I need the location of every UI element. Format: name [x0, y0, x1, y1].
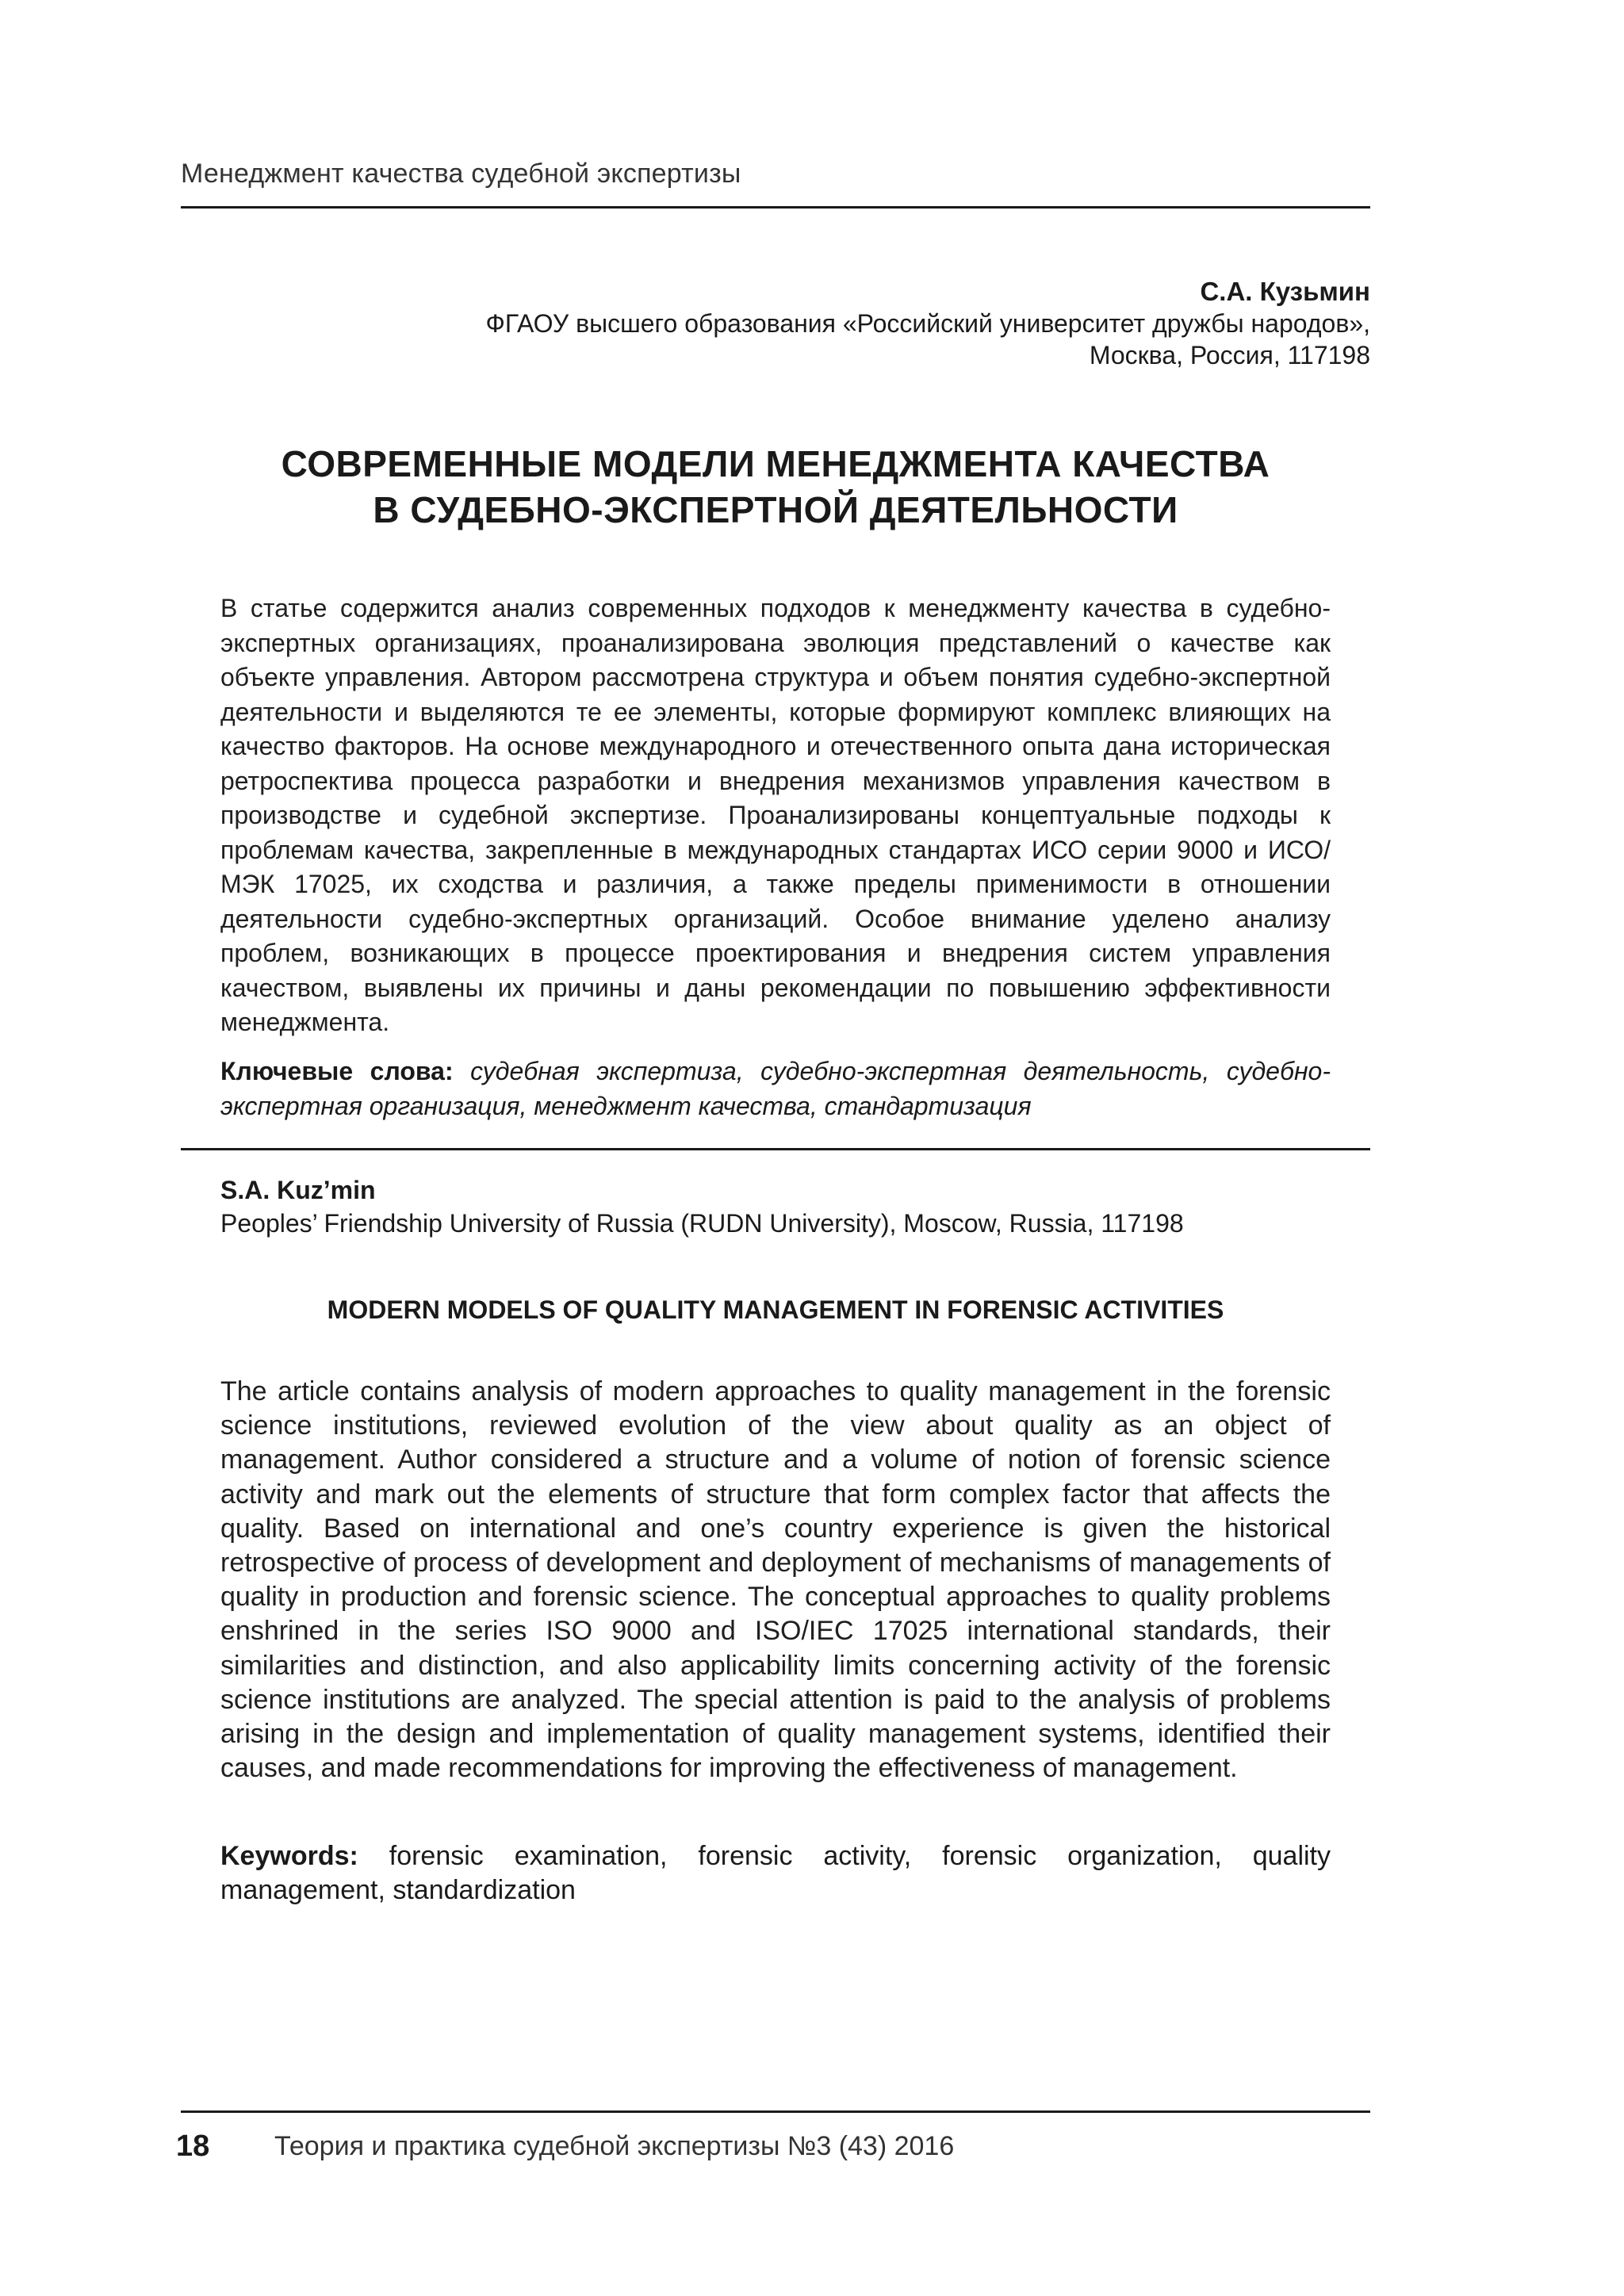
author-affiliation-en: Peoples’ Friendship University of Russia (RUDN University), Moscow, Russia, 117198	[220, 1209, 1184, 1238]
author-block-ru	[486, 276, 1370, 371]
author-name-ru: С.А. Кузьмин	[1200, 277, 1370, 306]
article-title-en: MODERN MODELS OF QUALITY MANAGEMENT IN FORENSIC ACTIVITIES	[327, 1295, 1224, 1324]
keywords-ru-label: Ключевые слова:	[220, 1057, 471, 1085]
keywords-en-text: forensic examination, forensic activity, forensic organization, quality management, standardization	[220, 1841, 1331, 1906]
author-affiliation-ru-line2: Москва, Россия, 117198	[1089, 341, 1370, 369]
page-number: 18	[176, 2130, 210, 2163]
footer-rule	[181, 2110, 1370, 2113]
article-title-ru-line2: В СУДЕБНО-ЭКСПЕРТНОЙ ДЕЯТЕЛЬНОСТИ	[373, 489, 1178, 530]
section-divider-rule	[181, 1148, 1370, 1150]
article-title-ru-line1: СОВРЕМЕННЫЕ МОДЕЛИ МЕНЕДЖМЕНТА КАЧЕСТВА	[281, 443, 1270, 484]
author-block-en	[220, 1173, 1184, 1240]
author-name-en: S.A. Kuz’min	[220, 1176, 376, 1204]
article-title-ru	[181, 441, 1370, 533]
header-rule	[181, 206, 1370, 209]
keywords-ru-text: судебная экспертиза, судебно-экспертная деятельность, судебно-экспертная организация, менеджмент качества, стандартизация	[220, 1057, 1331, 1120]
abstract-en: The article contains analysis of modern approaches to quality management in the forensic science institutions, reviewed evolution of the view about quality as an object of management. Author considered a structure and a volume of notion of forensic science activity and mark out the elements of structure that form complex factor that affects the quality. Based on international and one’s country experience is given the historical retrospective of process of development and deployment of mechanisms of managements of quality in production and forensic science. The conceptual approaches to quality problems enshrined in the series ISO 9000 and ISO/IEC 17025 international standards, their similarities and distinction, and also applicability limits concerning activity of the forensic science institutions are analyzed. The special attention is paid to the analysis of problems arising in the design and implementation of quality management systems, identified their causes, and made recommendations for improving the effectiveness of management.	[220, 1376, 1331, 1784]
keywords-ru	[220, 1054, 1331, 1123]
keywords-en-label: Keywords:	[220, 1841, 389, 1871]
running-header: Менеджмент качества судебной экспертизы	[181, 159, 741, 189]
abstract-ru: В статье содержится анализ современных подходов к менеджменту качества в судебно-экспертных организациях, проанализирована эволюция представлений о качестве как объекте управления. Автором рассмотрена структура и объем понятия судебно-экспертной деятельности и выделяются те ее элементы, которые формируют комплекс влияющих на качество факторов. На основе международного и отечественного опыта дана историческая ретроспектива процесса разработки и внедрения механизмов управления качеством в производстве и судебной экспертизе. Проанализированы концептуальные подходы к проблемам качества, закрепленные в международных стандартах ИСО серии 9000 и ИСО/МЭК 17025, их сходства и различия, а также пределы применимости в отношении деятельности судебно-экспертных организаций. Особое внимание уделено анализу проблем, возникающих в процессе проектирования и внедрения систем управления качеством, выявлены их причины и даны рекомендации по повышению эффективности менеджмента.	[220, 594, 1331, 1036]
author-affiliation-ru-line1: ФГАОУ высшего образования «Российский университет дружбы народов»,	[485, 309, 1370, 338]
journal-citation: Теория и практика судебной экспертизы №3 (43) 2016	[274, 2131, 955, 2161]
keywords-en	[220, 1839, 1331, 1908]
